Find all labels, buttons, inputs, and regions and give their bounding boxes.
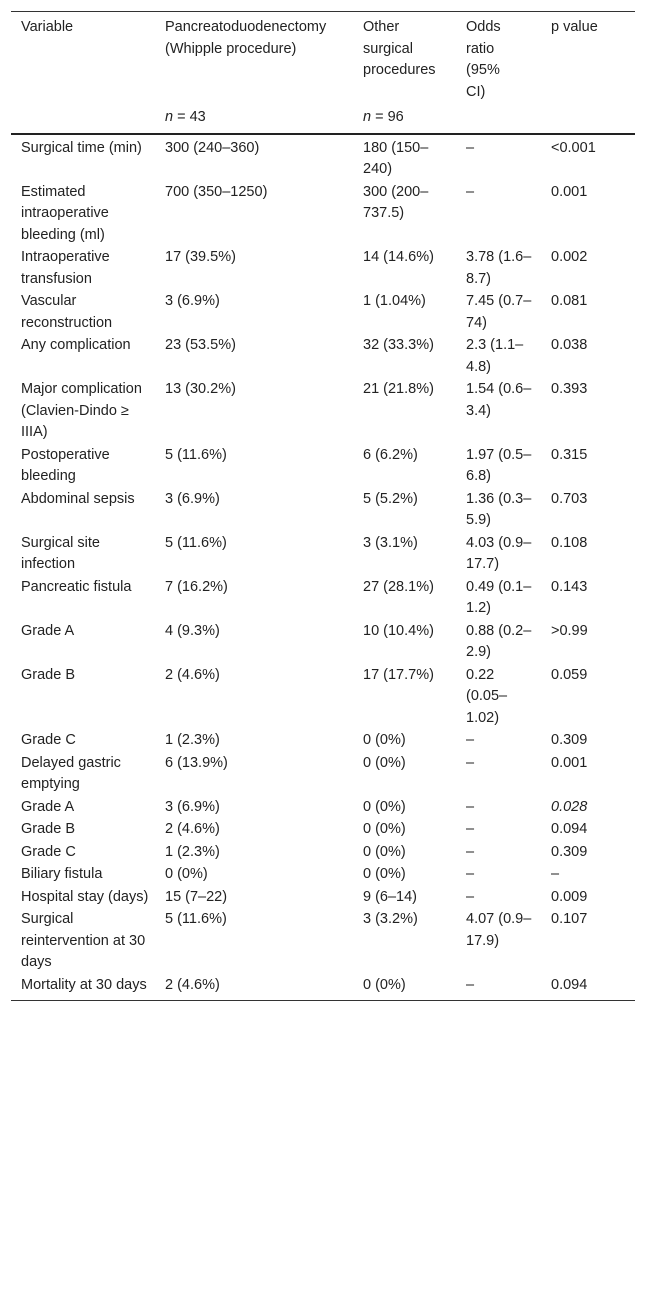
cell-odds-ratio: 3.78 (1.6–8.7): [466, 249, 532, 287]
cell-odds-ratio: 2.3 (1.1–4.8): [466, 337, 524, 375]
cell-variable: Grade A: [21, 622, 75, 639]
cell-odds-ratio: –: [466, 183, 475, 200]
cell-p-value: 0.001: [551, 754, 588, 771]
table-row: [11, 886, 635, 909]
cell-odds-ratio: –: [456, 974, 541, 1001]
table-row: [11, 664, 635, 730]
cell-other: 14 (14.6%): [363, 249, 434, 265]
cell-variable: Mortality at 30 days: [11, 974, 155, 1001]
cell-whipple: 2 (4.6%): [165, 821, 220, 837]
cell-variable: Delayed gastric emptying: [21, 754, 121, 792]
cell-whipple: 7 (16.2%): [165, 578, 228, 595]
cell-whipple: 5 (11.6%): [165, 534, 227, 551]
cell-variable: Any complication: [21, 337, 131, 353]
table-row: [11, 488, 635, 532]
table-row: [11, 752, 635, 796]
cell-odds-ratio: 7.45 (0.7–74): [466, 293, 532, 331]
cell-other: 180 (150–240): [363, 139, 429, 177]
cell-variable: Surgical time (min): [21, 139, 142, 156]
cell-other: 3 (3.2%): [363, 911, 418, 927]
table-row: [11, 290, 635, 334]
cell-whipple: 0 (0%): [165, 866, 208, 882]
table-row: [11, 974, 635, 1001]
header-whipple: Pancreatoduodenectomy (Whipple procedure): [155, 12, 353, 104]
cell-odds-ratio: –: [466, 888, 475, 905]
cell-whipple: 3 (6.9%): [165, 293, 220, 309]
table-row: [11, 908, 635, 974]
cell-variable: Grade B: [21, 821, 75, 837]
table-row: [11, 246, 635, 290]
header-row: [11, 12, 635, 104]
header-p-value: p value: [541, 12, 635, 104]
cell-odds-ratio: 0.49 (0.1–1.2): [466, 578, 532, 616]
cell-p-value: 0.081: [551, 293, 588, 309]
cell-other: 0 (0%): [363, 798, 406, 815]
cell-p-value: 0.001: [551, 183, 588, 200]
cell-odds-ratio: –: [466, 139, 475, 156]
cell-variable: Vascular reconstruction: [21, 293, 113, 331]
cell-p-value: >0.99: [551, 622, 588, 639]
cell-p-value: <0.001: [551, 139, 596, 156]
cell-other: 0 (0%): [363, 821, 406, 837]
cell-p-value: 0.107: [551, 911, 588, 927]
cell-variable: Intraoperative transfusion: [21, 249, 110, 287]
cell-other: 300 (200–737.5): [363, 183, 429, 221]
cell-other: 3 (3.1%): [363, 534, 418, 551]
cell-other: 32 (33.3%): [363, 337, 434, 353]
table-header: [11, 12, 635, 134]
table-row: [11, 841, 635, 864]
sample-size-value: = 96: [371, 109, 404, 125]
cell-odds-ratio: 0.88 (0.2–2.9): [466, 622, 532, 660]
cell-p-value: 0.315: [551, 446, 588, 463]
cell-p-value: 0.309: [551, 732, 588, 748]
table-row: [11, 818, 635, 841]
cell-odds-ratio: –: [466, 821, 475, 837]
header-odds-ratio: Odds ratio (95% CI): [456, 12, 541, 104]
sample-size-symbol: n: [363, 109, 372, 125]
sample-size-whipple: [155, 103, 353, 134]
cell-odds-ratio: 1.36 (0.3–5.9): [466, 490, 532, 528]
table-row: [11, 134, 635, 181]
sample-size-blank: [456, 103, 541, 134]
table-row: [11, 620, 635, 664]
cell-odds-ratio: 1.54 (0.6–3.4): [466, 381, 532, 419]
cell-variable: Grade C: [21, 732, 76, 748]
cell-whipple: 13 (30.2%): [165, 381, 236, 397]
cell-odds-ratio: 4.07 (0.9–17.9): [466, 911, 532, 949]
cell-variable: Estimated intraoperative bleeding (ml): [21, 183, 109, 243]
cell-p-value: 0.393: [551, 381, 588, 397]
table-row: [11, 378, 635, 444]
cell-odds-ratio: –: [466, 866, 475, 882]
sample-size-value: = 43: [173, 109, 206, 125]
cell-whipple: 5 (11.6%): [165, 911, 227, 927]
cell-p-value: 0.143: [551, 578, 588, 595]
cell-variable: Pancreatic fistula: [21, 578, 132, 595]
cell-p-value: 0.002: [551, 249, 588, 265]
cell-odds-ratio: 1.97 (0.5–6.8): [466, 446, 532, 484]
table-row: [11, 181, 635, 247]
cell-whipple: 23 (53.5%): [165, 337, 236, 353]
cell-whipple: 5 (11.6%): [165, 446, 227, 463]
cell-other: 27 (28.1%): [363, 578, 434, 595]
cell-whipple: 2 (4.6%): [155, 974, 353, 1001]
cell-whipple: 3 (6.9%): [165, 798, 220, 815]
cell-p-value: 0.108: [551, 534, 588, 551]
cell-other: 0 (0%): [363, 866, 406, 882]
header-other-procedures: Other surgical procedures: [353, 12, 456, 104]
cell-whipple: 17 (39.5%): [165, 249, 236, 265]
cell-variable: Surgical reintervention at 30 days: [21, 911, 146, 970]
cell-odds-ratio: 0.22 (0.05–1.02): [466, 666, 508, 726]
cell-whipple: 2 (4.6%): [165, 666, 220, 683]
cell-variable: Biliary fistula: [21, 866, 103, 882]
cell-p-value: 0.094: [541, 974, 635, 1001]
table-row: [11, 576, 635, 620]
cell-other: 9 (6–14): [363, 888, 418, 905]
cell-whipple: 4 (9.3%): [165, 622, 220, 639]
sample-size-other: [353, 103, 456, 134]
cell-whipple: 300 (240–360): [165, 139, 260, 156]
table-container: [11, 11, 635, 1001]
cell-odds-ratio: –: [466, 732, 475, 748]
sample-size-blank: [11, 103, 155, 134]
cell-odds-ratio: –: [466, 754, 475, 771]
cell-variable: Hospital stay (days): [21, 888, 149, 905]
cell-p-value: 0.009: [551, 888, 588, 905]
table-body: [11, 134, 635, 1001]
cell-variable: Abdominal sepsis: [21, 490, 135, 507]
cell-other: 21 (21.8%): [363, 381, 434, 397]
cell-whipple: 700 (350–1250): [165, 183, 268, 200]
cell-whipple: 15 (7–22): [165, 888, 228, 905]
cell-whipple: 6 (13.9%): [165, 754, 228, 771]
cell-whipple: 1 (2.3%): [165, 843, 220, 860]
sample-size-blank: [541, 103, 635, 134]
cell-p-value: 0.309: [551, 843, 588, 860]
cell-p-value: 0.038: [551, 337, 588, 353]
sample-size-row: [11, 103, 635, 134]
cell-whipple: 3 (6.9%): [165, 490, 220, 507]
table-row: [11, 796, 635, 819]
cell-variable: Surgical site infection: [21, 534, 100, 572]
table-row: [11, 532, 635, 576]
cell-other: 0 (0%): [353, 974, 456, 1001]
cell-variable: Postoperative bleeding: [21, 446, 110, 484]
table-row: [11, 444, 635, 488]
table-row: [11, 334, 635, 378]
cell-odds-ratio: 4.03 (0.9–17.7): [466, 534, 532, 572]
cell-other: 10 (10.4%): [363, 622, 434, 639]
cell-other: 0 (0%): [363, 732, 406, 748]
cell-other: 0 (0%): [363, 843, 406, 860]
cell-odds-ratio: –: [466, 843, 475, 860]
cell-odds-ratio: –: [466, 798, 475, 815]
cell-variable: Grade B: [21, 666, 75, 683]
cell-variable: Grade A: [21, 798, 75, 815]
cell-other: 6 (6.2%): [363, 446, 418, 463]
cell-variable: Major complication (Clavien-Dindo ≥ IIIA): [21, 381, 142, 440]
header-variable: Variable: [11, 12, 155, 104]
cell-variable: Grade C: [21, 843, 76, 860]
cell-other: 17 (17.7%): [363, 666, 434, 683]
sample-size-symbol: n: [165, 109, 174, 125]
table-row: [11, 863, 635, 886]
results-table: [11, 11, 635, 1001]
cell-other: 5 (5.2%): [363, 490, 418, 507]
table-row: [11, 729, 635, 752]
cell-p-value: 0.094: [551, 821, 588, 837]
cell-whipple: 1 (2.3%): [165, 732, 220, 748]
cell-other: 0 (0%): [363, 754, 406, 771]
cell-p-value: 0.059: [551, 666, 588, 683]
cell-p-value: 0.028: [551, 798, 588, 815]
cell-other: 1 (1.04%): [363, 293, 426, 309]
cell-p-value: 0.703: [551, 490, 588, 507]
cell-p-value: –: [551, 866, 560, 882]
